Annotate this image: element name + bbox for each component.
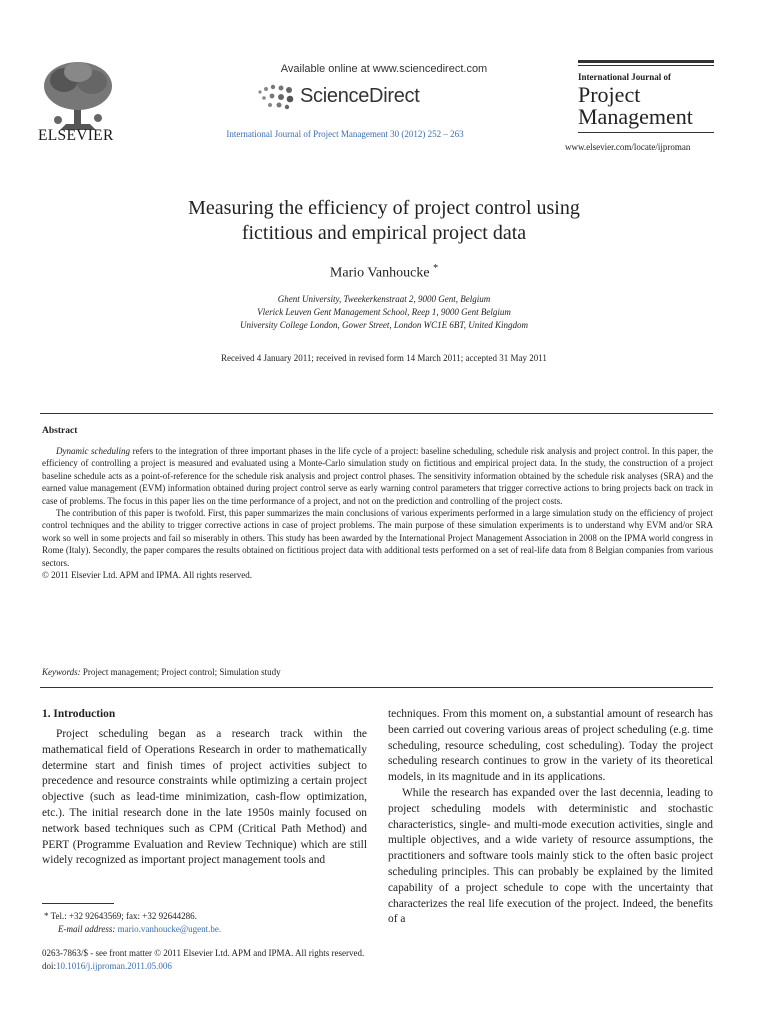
footnote-email [58, 924, 221, 934]
affiliation: Ghent University, Tweekerkenstraat 2, 9000 Gent, Belgium [277, 294, 491, 304]
footnote-rule [42, 903, 114, 904]
journal-url-link[interactable]: www.elsevier.com/locate/ijproman [565, 142, 691, 152]
abstract-copyright: © 2011 Elsevier Ltd. APM and IPMA. All rights reserved. [42, 570, 252, 581]
journal-logo-rule [578, 132, 714, 133]
publisher-name: ELSEVIER [38, 127, 114, 144]
author-name [0, 263, 768, 282]
abstract-text: refers to the integration of three important phases in the life cycle of a project: baseline scheduling, schedule risk analysis and project control. In this paper, the efficiency of controlling a project is measured and evaluated using a Monte-Carlo simulation study on fictitious and empirical project data. In the study, the construction of a project baseline schedule acts as a point-of-reference for the schedule risk analysis and project control phases. The sensitivity information obtained by the schedule risk analyses (SRA) and the earned value management (EVM) information obtained during project control serve as early warning control parameters that trigger corrective actions to bring projects back on track in case of problems. The focus in this paper lies on the time performance of a project, and not on the prediction and controlling of the project costs. [42, 446, 713, 506]
keywords [42, 667, 281, 677]
sciencedirect-logo [256, 82, 446, 116]
sciencedirect-wordmark: ScienceDirect [300, 85, 420, 107]
keywords-label: Keywords: [42, 667, 81, 677]
journal-logo-line2: Management [578, 104, 693, 129]
article-title-line1: Measuring the efficiency of project control using [188, 197, 580, 219]
divider [40, 413, 713, 414]
abstract-emphasis: Dynamic scheduling [56, 446, 131, 456]
doi-label: doi: [42, 961, 57, 971]
footnote-mark: * [44, 911, 49, 921]
available-online-text[interactable]: Available online at www.sciencedirect.com [280, 63, 488, 75]
journal-logo-small-text: International Journal of [578, 72, 672, 82]
doi-line [42, 961, 172, 971]
body-paragraph: Project scheduling began as a research track within the mathematical field of Operations Research in order to mathematically determine start and finish times of project activities subject to precedence and resource constraints while optimizing a certain project objective (such as lead-time minimization, cash-flow optimization, etc.). The initial research done in the late 1950s mainly focused on network based techniques such as CPM (Critical Path Method) and PERT (Programme Evaluation and Review Technique) which are still widely recognized as important project management tools and [42, 728, 367, 867]
received-dates: Received 4 January 2011; received in revised form 14 March 2011; accepted 31 May 2011 [221, 353, 547, 363]
author-footnote-mark[interactable]: * [433, 263, 439, 274]
divider [40, 687, 713, 688]
journal-logo-rule [578, 60, 714, 63]
body-paragraph: techniques. From this moment on, a substantial amount of research has been carried out covering various areas of project scheduling (e.g. time scheduling, resource scheduling, cost scheduling). Today the project scheduling research continues to grow in the variety of its theoretical models, in its magnitude and in its applications. [388, 708, 713, 784]
sciencedirect-dots-icon [256, 84, 298, 110]
front-matter: 0263-7863/$ - see front matter © 2011 Elsevier Ltd. APM and IPMA. All rights reserved. [42, 948, 365, 958]
body-column-left [42, 727, 367, 869]
doi-link[interactable]: 10.1016/j.ijproman.2011.05.006 [56, 961, 172, 971]
affiliation: Vlerick Leuven Gent Management School, Reep 1, 9000 Gent Belgium [257, 307, 511, 317]
abstract-heading: Abstract [42, 426, 78, 436]
affiliation: University College London, Gower Street, London WC1E 6BT, United Kingdom [240, 320, 528, 330]
journal-citation-link[interactable]: International Journal of Project Management 30 (2012) 252 – 263 [226, 129, 464, 139]
email-label: E-mail address: [58, 924, 116, 934]
footnote-tel: Tel.: +32 92643569; fax: +32 92644286. [48, 911, 197, 921]
keywords-list: Project management; Project control; Simulation study [80, 667, 281, 677]
section-heading-introduction: 1. Introduction [42, 708, 116, 720]
email-link[interactable]: mario.vanhoucke@ugent.be. [117, 924, 222, 934]
author-name-text: Mario Vanhoucke [329, 265, 430, 281]
body-column-right [388, 707, 713, 928]
journal-logo-line1: Project [578, 82, 641, 107]
body-paragraph: While the research has expanded over the last decennia, leading to project scheduling models with deterministic and stochastic characteristics, single- and multi-mode execution activities, single and multiple objectives, and a wide variety of resource assumptions, the practitioners and software tools mainly stick to the often basic project scheduling principles. This can probably be explained by the limited capability of a project schedule to cope with the uncertainty that characterizes the real life execution of the project. Indeed, the benefits of a [388, 786, 713, 926]
journal-logo-rule [578, 65, 714, 66]
footnote-contact [44, 911, 197, 921]
abstract-paragraph [42, 445, 713, 507]
abstract-body [42, 445, 713, 581]
abstract-paragraph: The contribution of this paper is twofold. First, this paper summarizes the main conclusions of various experiments performed in a large simulation study on the efficiency of project control techniques and the ability to trigger corrective actions in case of project problems. The main purpose of these simulation experiments is to understand why EVM and/or SRA work so well in some projects and fail so miserably in others. This study has been awarded by the International Project Management Association in 2008 on the IPMA world congress in Rome (Italy). Secondly, the paper compares the results obtained on fictitious project data with additional tests performed on a set of real-life data from 8 Belgian companies from various sectors. [42, 508, 713, 568]
article-title-line2: fictitious and empirical project data [241, 222, 527, 244]
